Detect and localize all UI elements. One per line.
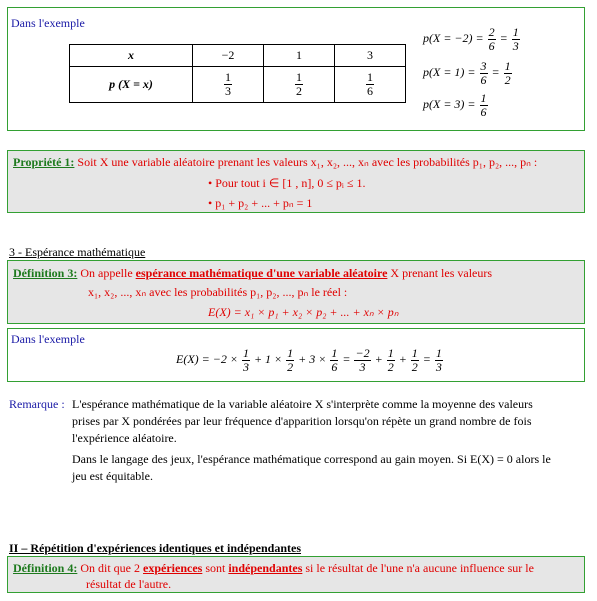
definition3-line1: [13, 266, 492, 281]
table-cell: 1: [264, 45, 335, 67]
definition3-term: espérance mathématique d'une variable aléatoire: [135, 266, 388, 280]
definition4-text: On dit que 2: [80, 561, 141, 575]
probability-table: [69, 44, 406, 103]
propriete-box: [7, 150, 585, 213]
definition4-term-experiences: expériences: [143, 561, 203, 575]
propriete-bullet-1: • Pour tout i ∈ [1 , n], 0 ≤ pᵢ ≤ 1.: [208, 176, 366, 190]
definition4-term-independantes: indépendantes: [228, 561, 303, 575]
expectation-formula: E(X) = −2 × $\frac{1}{3}$ + 1 × $\frac{1}{2}$ + 3 × $\frac{1}{6}$ = $\frac{-2}{3}$ + $\frac{1}{2}$ + $\frac{1}{2}$ = $\frac{1}{3}$: [176, 346, 442, 374]
example-heading: Dans l'exemple: [11, 16, 85, 30]
remarque-line-3: l'expérience aléatoire.: [72, 431, 177, 445]
definition4-line2: résultat de l'autre.: [86, 577, 172, 591]
definition4-box: [7, 556, 585, 593]
example-box-2: [7, 328, 585, 382]
equation-1: p(X = −2) = $\frac{2}{6}$ = $\frac{1}{3}$: [423, 25, 519, 53]
section-title-2: II – Répétition d'expériences identiques et indépendantes: [9, 541, 302, 555]
section-title-3: 3 - Espérance mathématique: [9, 245, 146, 259]
remarque-line-2: prises par X pondérées par leur fréquence d'apparition lorsqu'on répète un grand nombre de fois: [72, 414, 532, 428]
example-heading: Dans l'exemple: [11, 332, 85, 346]
equation-3: p(X = 3) = $\frac{1}{6}$: [423, 91, 487, 119]
table-cell: $\frac{1}{6}$: [335, 67, 406, 103]
propriete-label: Propriété 1:: [13, 155, 75, 169]
definition4-text: sont: [205, 561, 226, 575]
remarque-line-1: L'espérance mathématique de la variable aléatoire X s'interprète comme la moyenne des valeurs: [72, 397, 533, 411]
definition3-formula: E(X) = x₁ × p₁ + x₂ × p₂ + ... + xₙ × pₙ: [208, 305, 399, 319]
definition3-box: [7, 260, 585, 324]
definition4-line1: [13, 561, 534, 576]
definition3-line2: x₁, x₂, ..., xₙ avec les probabilités p₁, p₂, ..., pₙ le réel :: [88, 285, 348, 299]
definition3-text: On appelle: [80, 266, 133, 280]
propriete-text: Soit X une variable aléatoire prenant les valeurs x₁, x₂, ..., xₙ avec les probabilités p₁, p₂, ..., pₙ :: [77, 155, 538, 169]
table-header-p: p (X = x): [70, 67, 193, 103]
table-cell: −2: [193, 45, 264, 67]
propriete-bullet-2: • p₁ + p₂ + ... + pₙ = 1: [208, 196, 313, 210]
table-cell: $\frac{1}{3}$: [193, 67, 264, 103]
table-cell: $\frac{1}{2}$: [264, 67, 335, 103]
definition3-label: Définition 3:: [13, 266, 78, 280]
table-header-x: x: [70, 45, 193, 67]
table-cell: 3: [335, 45, 406, 67]
definition3-text: X prenant les valeurs: [390, 266, 493, 280]
remarque-line-5: jeu est équitable.: [72, 469, 153, 483]
remarque-line-4: Dans le langage des jeux, l'espérance mathématique correspond au gain moyen. Si E(X) = 0 alors le: [72, 452, 551, 466]
propriete-line1: [13, 155, 537, 170]
equation-2: p(X = 1) = $\frac{3}{6}$ = $\frac{1}{2}$: [423, 59, 511, 87]
definition4-text: si le résultat de l'une n'a aucune influence sur le: [305, 561, 534, 575]
definition4-label: Définition 4:: [13, 561, 78, 575]
remarque-label: Remarque :: [9, 397, 65, 411]
